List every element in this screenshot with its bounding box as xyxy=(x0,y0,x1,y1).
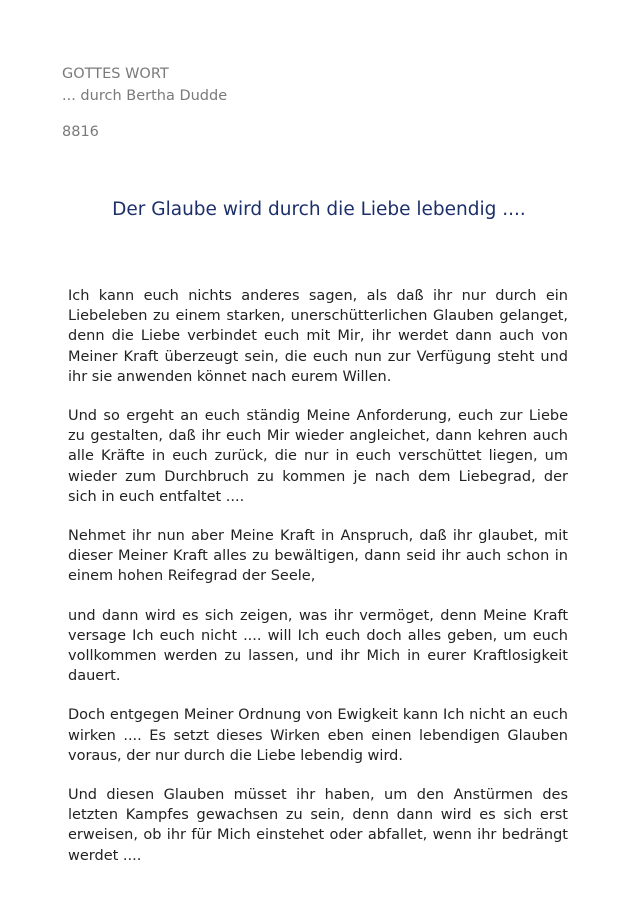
paragraph: Nehmet ihr nun aber Meine Kraft in Anspruch, daß ihr glaubet, mit dieser Meiner Kraft alles zu bewältigen, dann seid ihr auch schon in einem hohen Reifegrad der Seele, xyxy=(68,528,568,585)
paragraph: Und so ergeht an euch ständig Meine Anforderung, euch zur Liebe zu gestalten, daß ihr euch Mir wieder angleichet, dann kehren auch alle Kräfte in euch zurück, die nur in euch verschüttet liegen, um wieder zum Durchbruch zu kommen je nach dem Liebegrad, der sich in euch entfaltet .... xyxy=(68,408,568,505)
document-body xyxy=(68,286,568,885)
document-number: 8816 xyxy=(62,124,99,140)
author-line: ... durch Bertha Dudde xyxy=(62,88,228,104)
paragraph: Doch entgegen Meiner Ordnung von Ewigkeit kann Ich nicht an euch wirken .... Es setzt dieses Wirken eben einen lebendigen Glauben voraus, der nur durch die Liebe lebendig wird. xyxy=(68,707,568,764)
document-header xyxy=(62,63,227,143)
series-title: GOTTES WORT xyxy=(62,66,169,82)
page-title: Der Glaube wird durch die Liebe lebendig .... xyxy=(112,199,526,220)
paragraph: Ich kann euch nichts anderes sagen, als daß ihr nur durch ein Liebeleben zu einem starken, unerschütterlichen Glauben gelanget, denn die Liebe verbindet euch mit Mir, ihr werdet dann auch von Meiner Kraft überzeugt sein, die euch nun zur Verfügung steht und ihr sie anwenden könnet nach eurem Willen. xyxy=(68,288,568,385)
paragraph: und dann wird es sich zeigen, was ihr vermöget, denn Meine Kraft versage Ich euch nicht .... will Ich euch doch alles geben, um euch vollkommen werden zu lassen, und ihr Mich in eurer Kraftlosigkeit dauert. xyxy=(68,607,568,685)
paragraph: Und diesen Glauben müsset ihr haben, um den Anstürmen des letzten Kampfes gewachsen zu sein, denn dann wird es sich erst erweisen, ob ihr für Mich einstehet oder abfallet, wenn ihr bedrängt werdet .... xyxy=(68,787,568,864)
